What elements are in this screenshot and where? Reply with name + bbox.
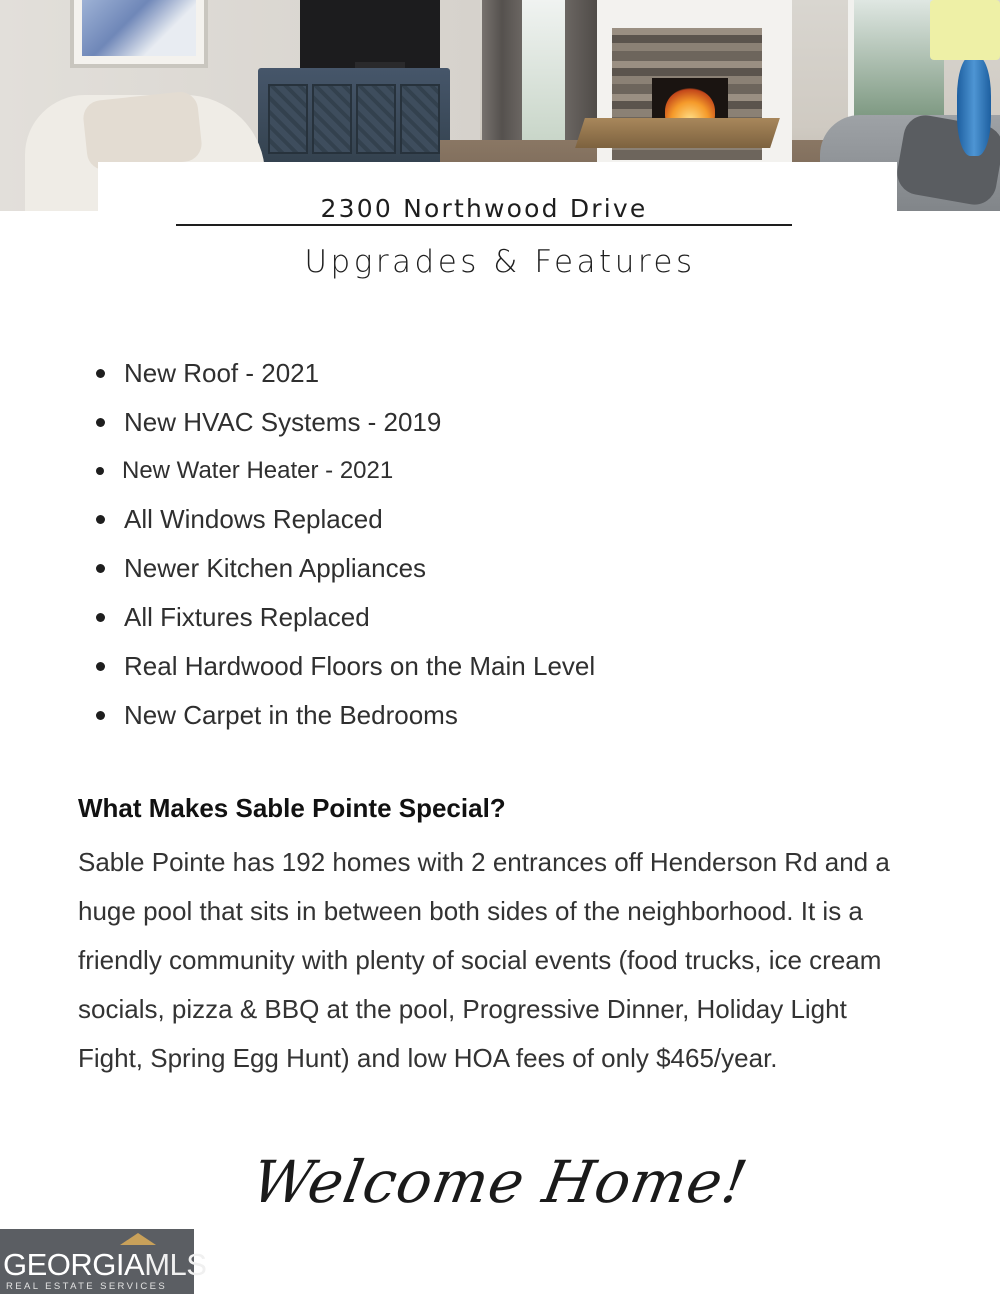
lamp-base (957, 56, 991, 156)
feature-text: All Fixtures Replaced (124, 602, 370, 632)
bullet-icon (96, 711, 105, 720)
features-list (94, 356, 595, 747)
feature-text: New Water Heater - 2021 (122, 457, 394, 484)
community-heading: What Makes Sable Pointe Special? (78, 793, 506, 823)
feature-text: New Carpet in the Bedrooms (124, 700, 458, 730)
media-cabinet (258, 68, 450, 163)
bullet-icon (96, 515, 105, 524)
logo-main-text: GEORGIA (3, 1247, 145, 1282)
feature-item (94, 649, 595, 698)
lamp-shade (930, 0, 1000, 60)
bullet-icon (96, 564, 105, 573)
curtain-left (482, 0, 522, 150)
welcome-home-script: Welcome Home! (246, 1148, 754, 1216)
georgia-mls-logo (0, 1229, 207, 1294)
feature-item (94, 454, 595, 502)
feature-item (94, 600, 595, 649)
logo-tagline: REAL ESTATE SERVICES (6, 1281, 168, 1292)
throw-pillow (82, 90, 204, 172)
community-description: Sable Pointe has 192 homes with 2 entrances off Henderson Rd and a huge pool that sits in between both sides of the neighborhood. It is a friendly community with plenty of social events (food trucks, ice cream socials, pizza & BBQ at the pool, Progressive Dinner, Holiday Light Fight, Spring Egg Hunt) and low HOA fees of only $465/year. (78, 847, 890, 1073)
property-address: 2300 Northwood Drive (320, 194, 648, 223)
logo-accent-text: MLS (144, 1247, 207, 1282)
wall-art (70, 0, 208, 68)
bullet-icon (96, 662, 105, 671)
logo-wordmark (3, 1247, 206, 1283)
hearth (575, 118, 780, 148)
bullet-icon (96, 613, 105, 622)
bullet-icon (96, 467, 104, 475)
feature-item (94, 356, 595, 405)
page-subtitle: Upgrades & Features (304, 244, 696, 280)
address-underline (176, 224, 792, 226)
feature-text: Newer Kitchen Appliances (124, 553, 427, 583)
feature-text: New HVAC Systems - 2019 (124, 407, 442, 437)
bullet-icon (96, 369, 105, 378)
feature-text: All Windows Replaced (124, 504, 383, 534)
roof-icon (120, 1233, 156, 1245)
feature-text: Real Hardwood Floors on the Main Level (124, 651, 596, 681)
feature-text: New Roof - 2021 (124, 358, 320, 388)
feature-item (94, 698, 595, 747)
feature-item (94, 405, 595, 454)
feature-item (94, 551, 595, 600)
feature-item (94, 502, 595, 551)
bullet-icon (96, 418, 105, 427)
